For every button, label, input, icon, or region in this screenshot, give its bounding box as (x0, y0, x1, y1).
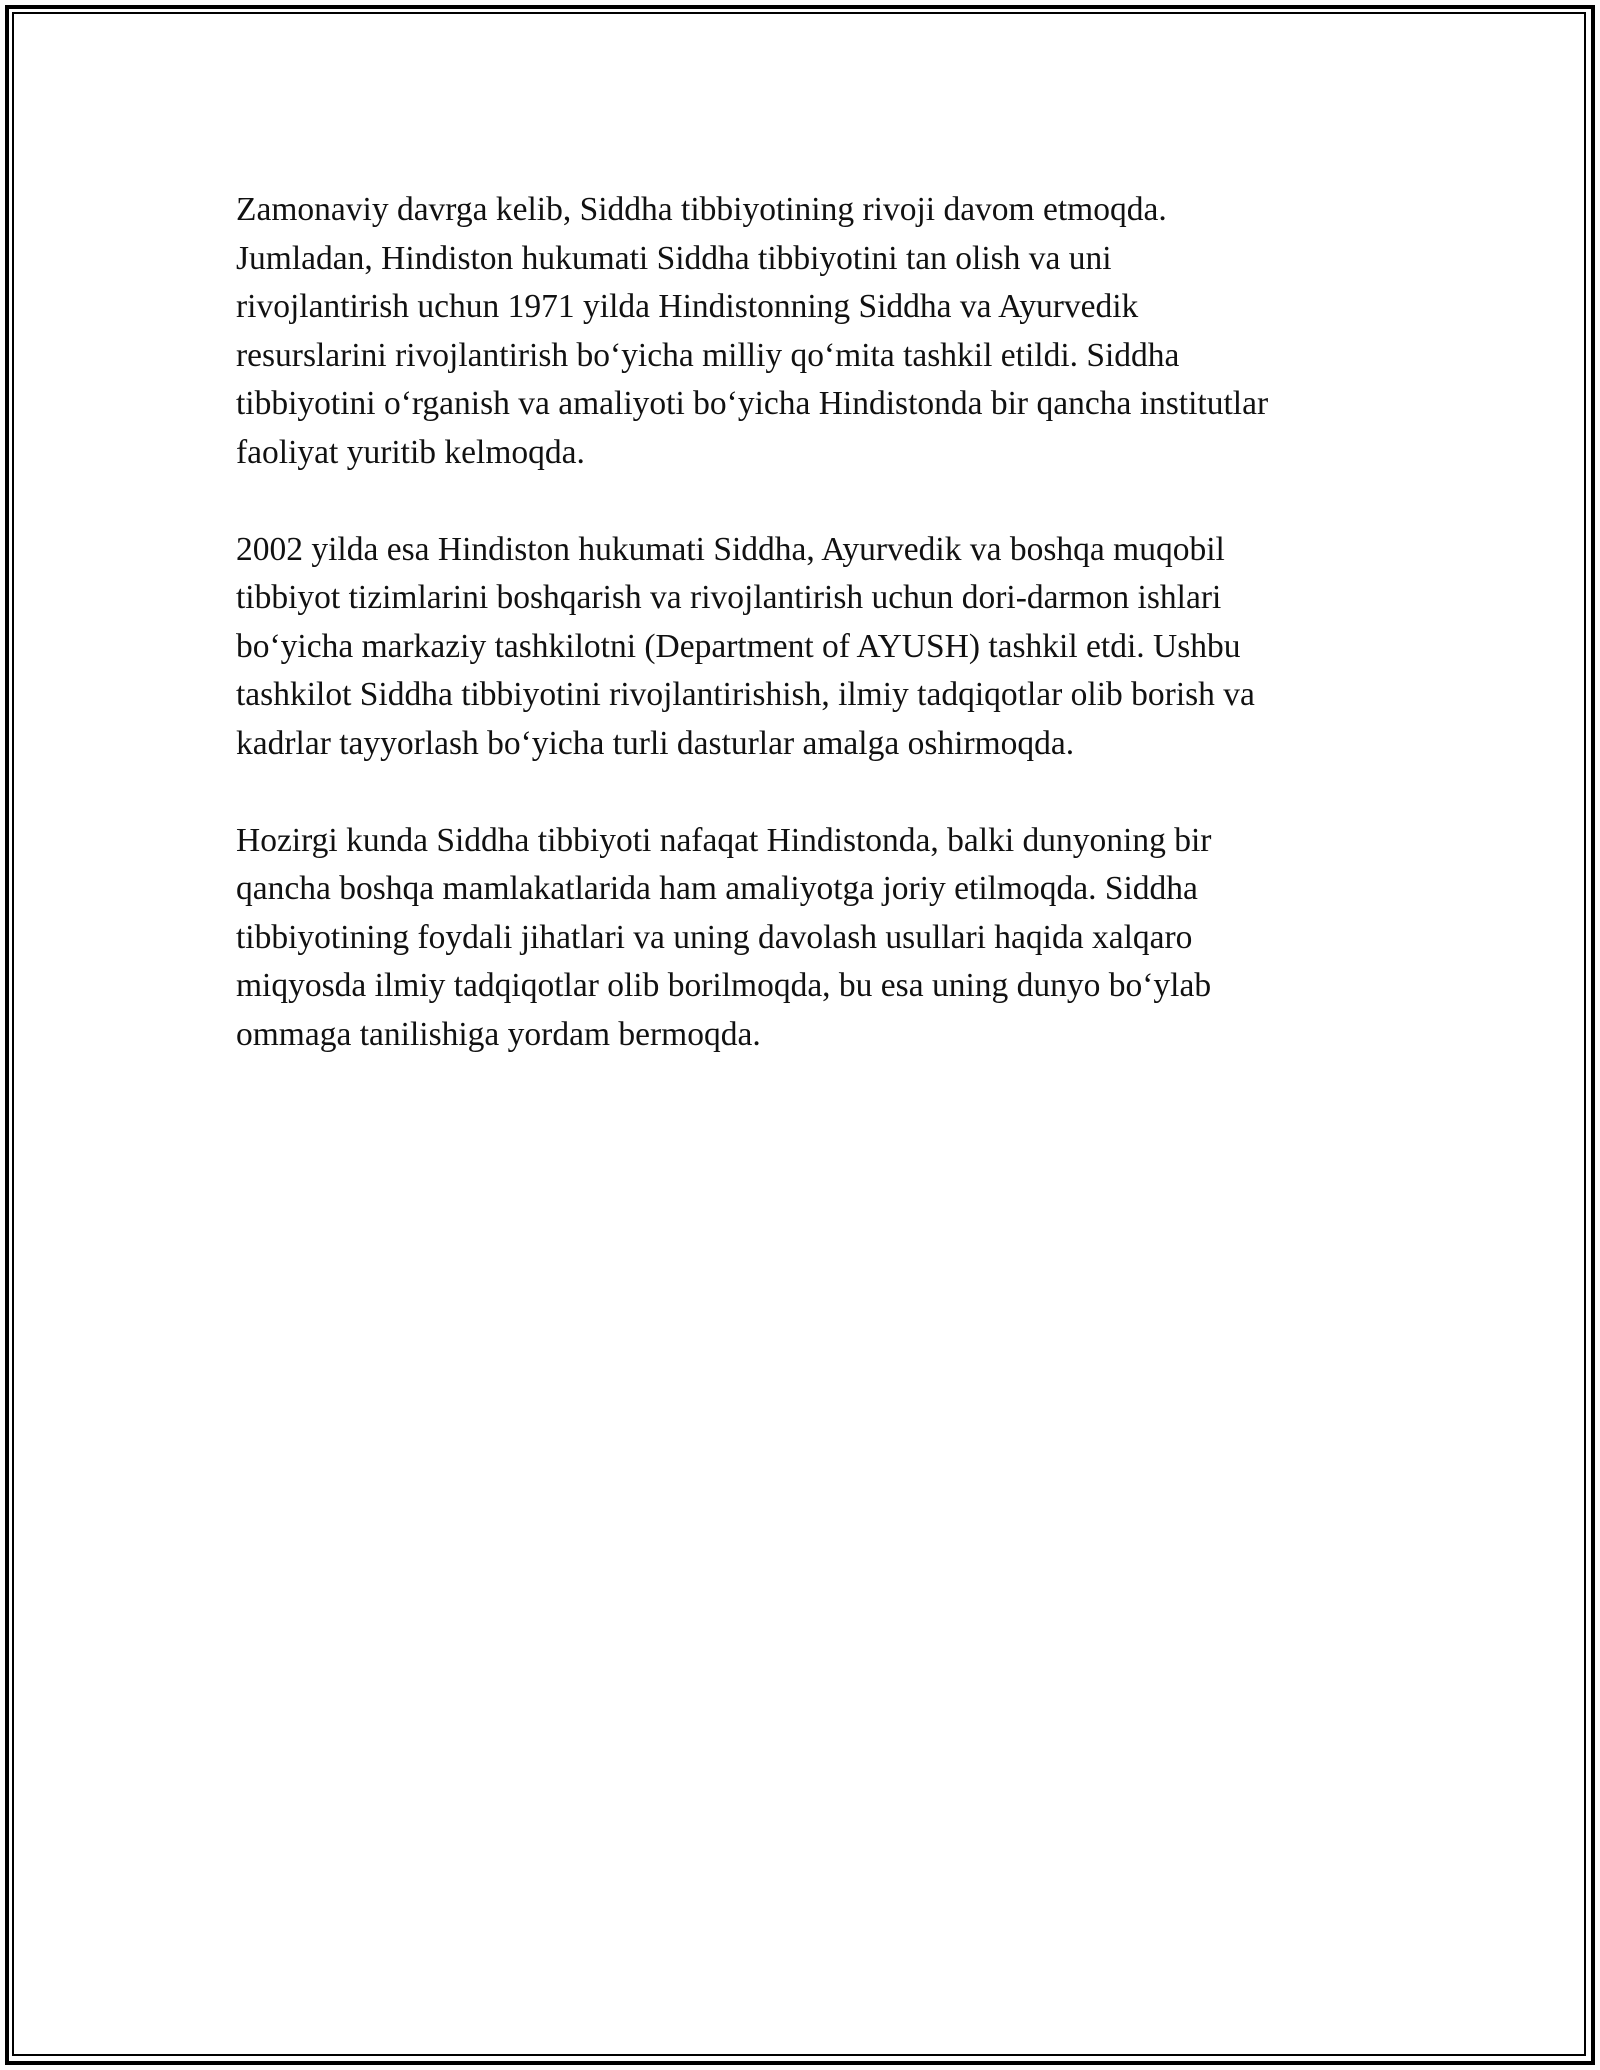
paragraph-2: 2002 yilda esa Hindiston hukumati Siddha, Ayurvedik va boshqa muqobil tibbiyot tizimlarini boshqarish va rivojlantirish uchun dori-darmon ishlari bo‘yicha markaziy tashkilotni (Department of AYUSH) tashkil etdi. Ushbu tashkilot Siddha tibbiyotini rivojlantirishish, ilmiy tadqiqotlar olib borish va kadrlar tayyorlash bo‘yicha turli dasturlar amalga oshirmoqda. (236, 530, 1255, 762)
paragraph-1: Zamonaviy davrga kelib, Siddha tibbiyotining rivoji davom etmoqda. Jumladan, Hindiston hukumati Siddha tibbiyotini tan olish va uni rivojlantirish uchun 1971 yilda Hindistonning Siddha va Ayurvedik resurslarini rivojlantirish bo‘yicha milliy qo‘mita tashkil etildi. Siddha tibbiyotini o‘rganish va amaliyoti bo‘yicha Hindistonda bir qancha institutlar faoliyat yuritib kelmoqda. (236, 191, 1269, 471)
document-body (236, 186, 1376, 1108)
paragraph-3: Hozirgi kunda Siddha tibbiyoti nafaqat Hindistonda, balki dunyoning bir qancha boshqa mamlakatlarida ham amaliyotga joriy etilmoqda. Siddha tibbiyotining foydali jihatlari va uning davolash usullari haqida xalqaro miqyosda ilmiy tadqiqotlar olib borilmoqda, bu esa uning dunyo bo‘ylab ommaga tanilishiga yordam bermoqda. (236, 821, 1212, 1053)
